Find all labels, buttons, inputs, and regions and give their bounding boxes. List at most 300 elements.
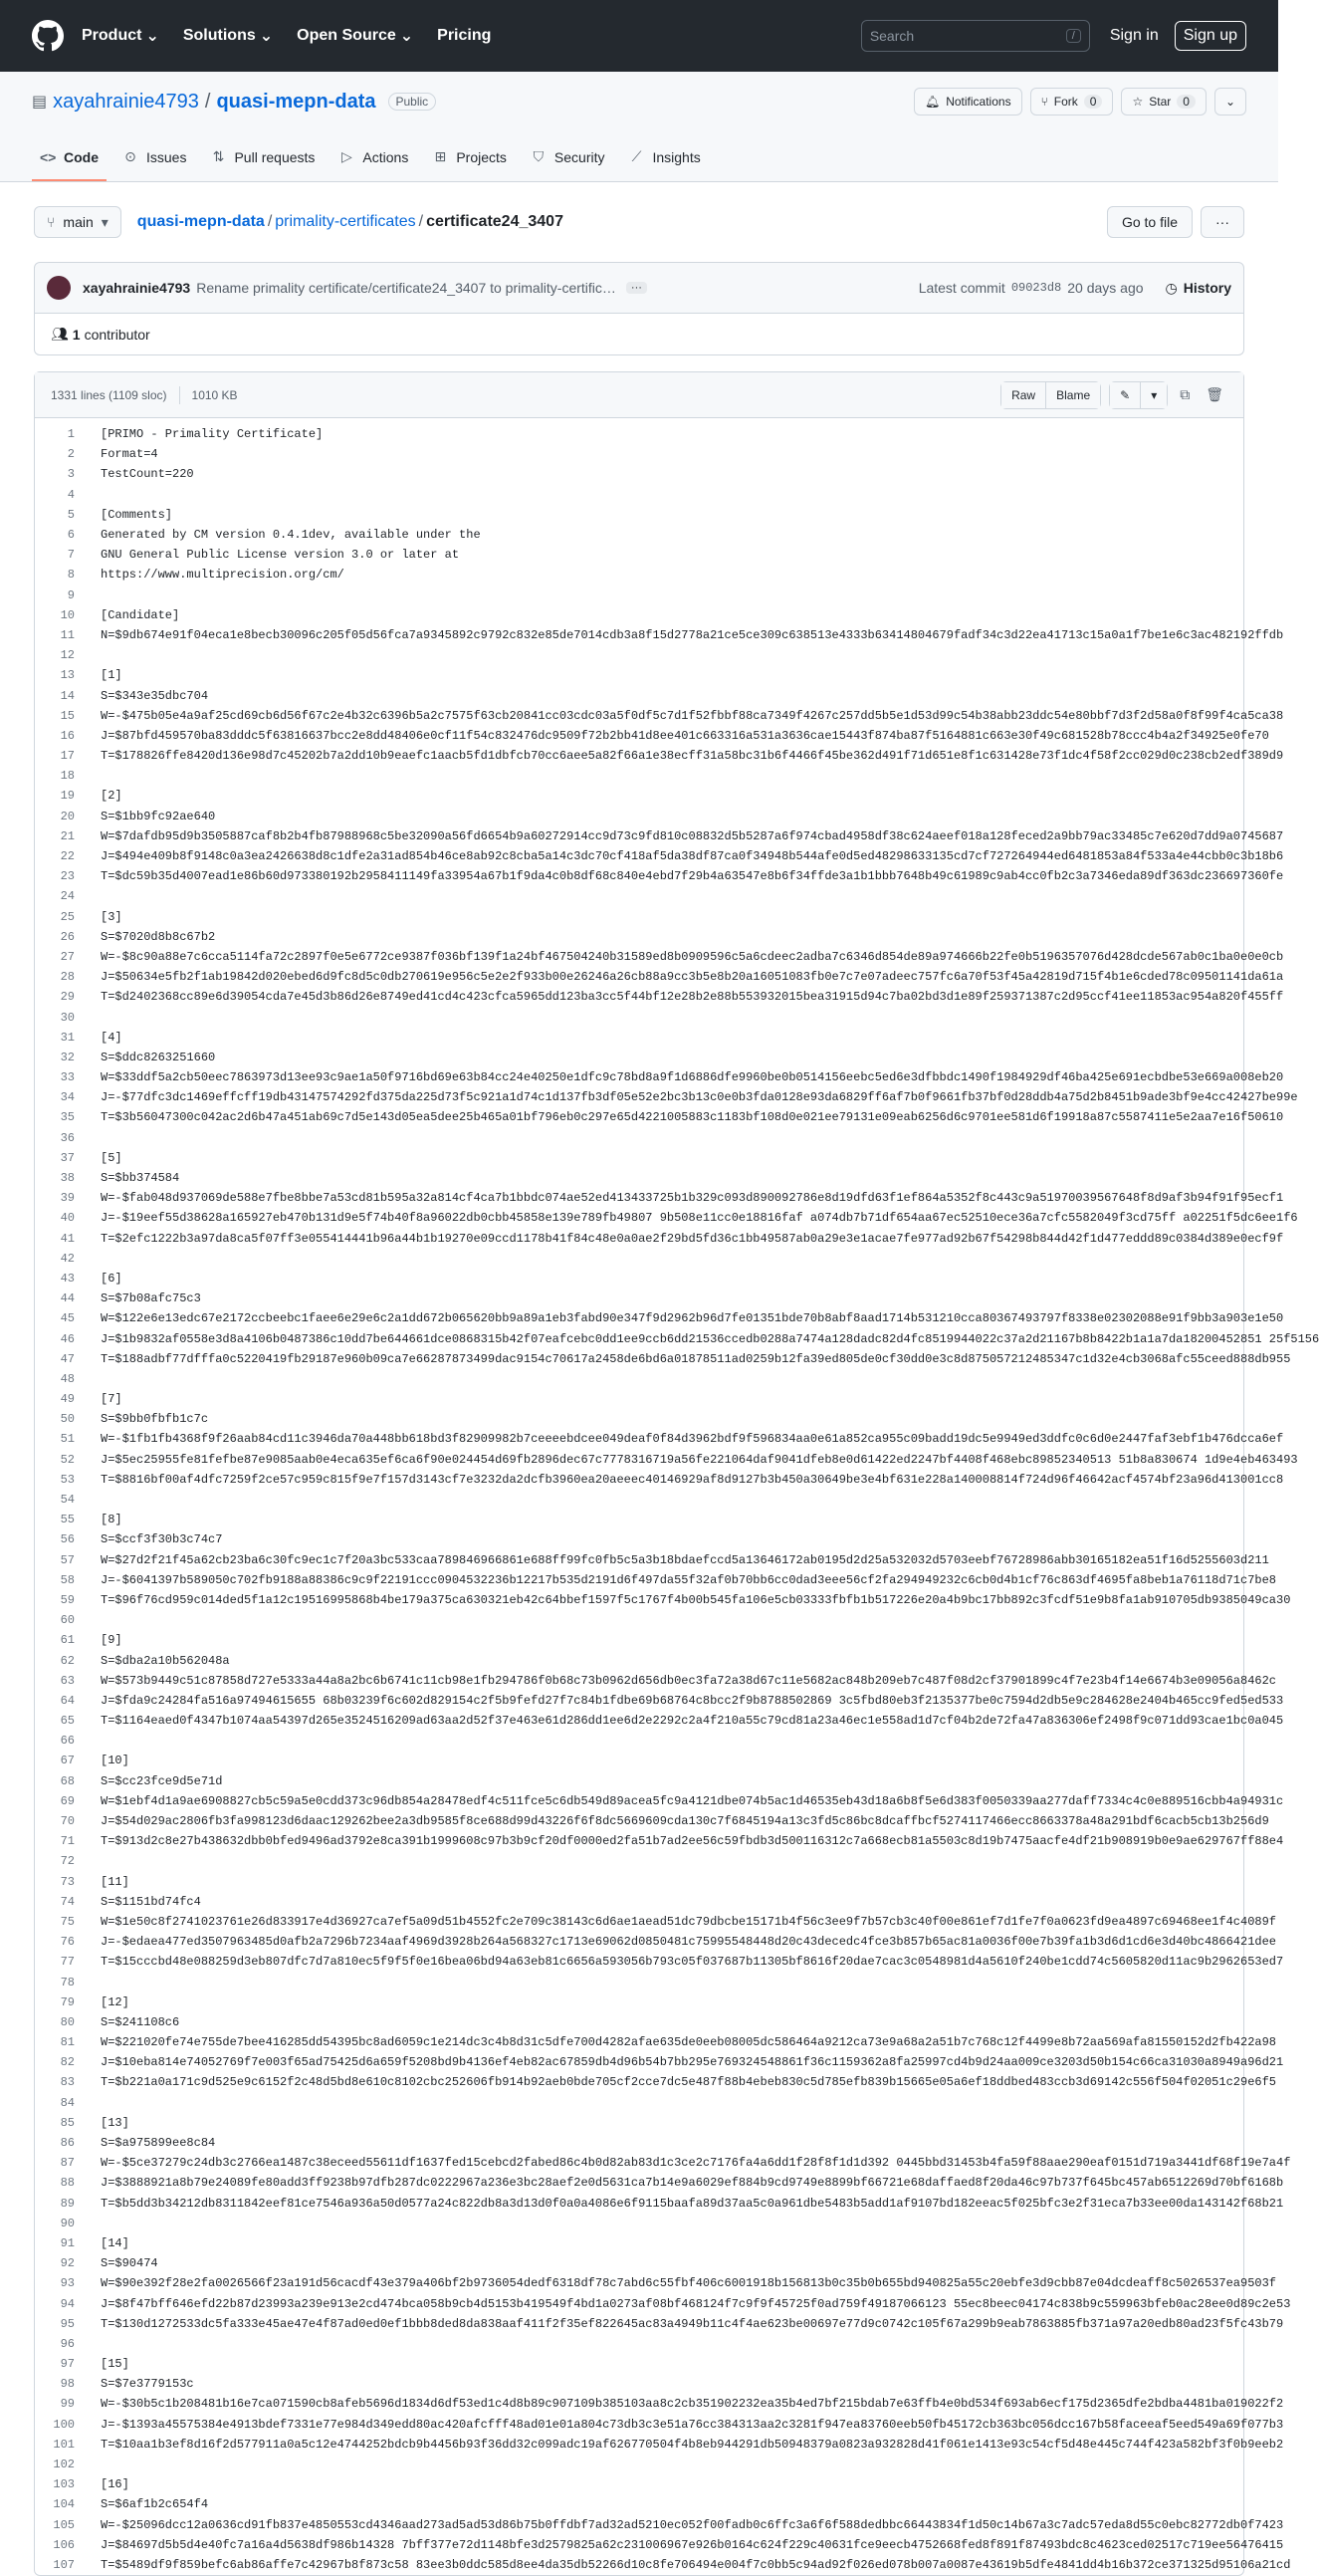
code-line (35, 1128, 1243, 1148)
line-text: T=$8816bf00af4dfc7259f2ce57c959c815f9e7f157d3143cf7e3232da2dcfb3960ea20aeeec40146929af8d9127b3b450a30649be3e4bf631e228a140008814f724d96f46642acf4574bf23a96d413001cc8 (101, 1472, 1284, 1487)
code-line (35, 685, 1243, 705)
line-number[interactable]: 27 (60, 949, 75, 964)
line-text: J=-$1393a45575384e4913bdef7331e77e984d349edd80ac420afcfff48ad01e01a804c73db3c3e51a76cc384313aa2c3281f947ea83760eeb50fb45172cb363bc056dcc167b58faceeaf5eed549a69f077b3 (101, 2417, 1284, 2432)
code-line (35, 1067, 1284, 1087)
code-line (35, 1650, 1243, 1670)
code-line (35, 766, 1243, 786)
global-nav (82, 26, 861, 46)
issue-icon: ⊙ (124, 148, 136, 164)
tab-actions[interactable]: ▷ Actions (330, 148, 416, 181)
code-line (35, 2012, 1243, 2032)
chevron-down-icon: ⌄ (399, 28, 414, 45)
line-text: J=$494e409b8f9148c0a3ea2426638d8c1dfe2a31ad854b46ce8ab92c8cba5a14c3dc70cf418af5da38df87ca0f34948b544afe0d5ed48298633135cd7cf727264944ed6481853a84f533a4e44cbb0c3b18b6 (101, 849, 1284, 864)
tab-pull-requests[interactable]: ⇅ Pull requests (202, 148, 323, 181)
code-line (35, 1952, 1284, 1972)
line-text: [1] (101, 668, 122, 683)
line-text: T=$96f76cd959c014ded5f1a12c19516995868b4be179a375ca630321eb42c64bbef1597f5c1767f4b00b545fa106e5cb03333fbfb1b517226e20a4b9bc17bb892c3fcdf51e9b8fa1ab910705db9385049ca30 (101, 1592, 1291, 1607)
line-number[interactable]: 55 (60, 1513, 75, 1527)
code-line (35, 2153, 1291, 2173)
line-text: [9] (101, 1633, 122, 1648)
line-number[interactable]: 59 (60, 1592, 75, 1607)
nav-pricing[interactable]: Pricing (437, 27, 492, 44)
line-number[interactable]: 37 (60, 1150, 75, 1165)
line-number[interactable]: 6 (67, 528, 75, 543)
line-number[interactable]: 94 (60, 2296, 75, 2311)
line-text: S=$bb374584 (101, 1171, 180, 1186)
line-text: S=$241108c6 (101, 2014, 180, 2029)
line-number[interactable]: 52 (60, 1452, 75, 1467)
tab-projects[interactable]: ⊞ Projects (424, 148, 515, 181)
line-text: W=$122e6e13edc67e2172ccbeebc1faee6e29e6c2a1dd672b065620bb9a89a1eb3fabd90e347f9d2962b96d7fe01351bde70b8abf8aad1714b531210cca80367493797f8338e02302088e91f9bb3a903e1e50 (101, 1311, 1284, 1326)
line-number[interactable]: 28 (60, 970, 75, 985)
line-number[interactable]: 36 (60, 1130, 75, 1145)
code-line (35, 2394, 1284, 2414)
line-text: W=-$25096dcc12a0636cd91fb837e4850553cd4346aad273ad5ad53d86b75b0ffdbf7ad32ad5210ec052f00fadb0c6ffc3a6f6f588dedbbc66443834f1d50c14b67a3c7adc57eda8d55c0ebc82772db0f7423 (101, 2517, 1284, 2532)
line-text: J=$87bfd459570ba83dddc5f63816637bcc2e8dd48406e0cf11f54c832476dc9509f72b2bb41d8ee401c663316a531a3636cae15443f874ba87f5164881c663e30f49c681528b78ccc4b4a2f34925e0fe70 (101, 728, 1269, 743)
code-line (35, 1048, 1243, 1067)
history-icon: ◷ (1165, 279, 1178, 296)
line-text: T=$b5dd3b34212db8311842eef81ce7546a936a50d0577a24c822db8a3d13d0f0a0a4086e6f9115baafa89d37aa5c0a961dbe5483b5add1af9107bd182eeac5f025bfc3e2f31eca7b33ee00da143142f68b21 (101, 2196, 1284, 2211)
line-number[interactable]: 23 (60, 869, 75, 884)
line-text: T=$b221a0a171c9d525e9c6152f2c48d5bd8e610c8102cbc252606fb914b92aeb0bde705cf2cce7dc5e487f88b4ebeb830c5d785efb839b15665e05a6ef18ddbed483ccb3d69142c556f504f02051c29e6f5 (101, 2075, 1276, 2090)
line-text: T=$10aa1b3ef8d16f2d577911a0a5c12e4744252bdcb9b4456b93f36dd32c099adc19af626770504f4b8eb944291db50948379a0823a932828d41f061e1413e93c54cf5d48e445c744f423a582bf3f0b9eeb2 (101, 2437, 1284, 2452)
line-number[interactable]: 18 (60, 769, 75, 784)
code-line (35, 2113, 1243, 2133)
line-number[interactable]: 73 (60, 1874, 75, 1889)
star-dropdown-button[interactable] (1214, 88, 1246, 116)
line-number[interactable]: 98 (60, 2377, 75, 2392)
line-text: J=$10eba814e74052769f7e003f65ad75425d6a659f5208bd9b4136ef4eb82ac67859db4d96b54b7bb295e769324548861f36c1159362a8fa25997cd4b9d24aa009ce3203d50b154c66ca31030a8949a96d21 (101, 2055, 1284, 2070)
line-text: J=-$edaea477ed3507963485d0afb2a7296b7234aaf4969d3928b264a568327c1713e69062d0850481c75995548448d20c43decedc4fce3b857b65ac81a0036f00e7b39fa1b3d6d1cd6e3d40bc4866421dee (101, 1935, 1276, 1950)
line-text: W=$7dafdb95d9b3505887caf8b2b4fb87988968c5be32090a56fd6654b9a60272914cc9d73c9fd810c08832d5b5287a6f974cbad4958df38c624aeef018a128feced2a9bb79ac33485c7e620d7dd9a0745687 (101, 828, 1284, 843)
line-number[interactable]: 103 (53, 2477, 75, 2492)
code-line (35, 645, 1243, 665)
tab-code[interactable]: <> Code (32, 149, 107, 181)
line-count: 1331 lines (1109 sloc) (51, 387, 167, 402)
line-text: W=-$30b5c1b208481b16e7ca071590cb8afeb5696d1834d6df53ed1c4d8b89c907109b385103aa8c2cb351902232ea35b4ed7bf215bdab7e63ffb4e0bd534f693ab6ecf175d2365dfe2bdba4481ba019022f2 (101, 2397, 1284, 2412)
line-number[interactable]: 90 (60, 2216, 75, 2230)
nav-open-source[interactable]: Open Source ⌄ (297, 27, 414, 45)
line-text: T=$5489df9f859befc6ab86affe7c42967b8f873c58 83ee3b0ddc585d8ee4da35db52266d10c8fe706494e004f7c0bb5c94ad92f026ed078b007a0087e43619b5dfe4841dd4b16b372ce371325d95106a21cd (101, 2557, 1291, 2572)
code-line (35, 1389, 1243, 1409)
line-number[interactable]: 85 (60, 2115, 75, 2130)
code-line (35, 1529, 1243, 1549)
line-number[interactable]: 82 (60, 2055, 75, 2070)
line-number[interactable]: 12 (60, 648, 75, 663)
code-line (35, 2494, 1243, 2514)
line-number[interactable]: 78 (60, 1975, 75, 1990)
code-line (35, 2474, 1243, 2494)
line-number[interactable]: 16 (60, 728, 75, 743)
line-number[interactable]: 66 (60, 1734, 75, 1749)
code-line (35, 605, 1243, 625)
code-line (35, 1751, 1243, 1770)
line-number[interactable]: 96 (60, 2336, 75, 2351)
code-line (35, 2374, 1243, 2394)
line-number[interactable]: 8 (67, 568, 75, 583)
code-line (35, 726, 1269, 746)
line-text: W=$1ebf4d1a9ae6908827cb5c59a5e0cdd373c96db854a28478edf4c511fce5c6db549d89acea5fc9a4121dbe074b5ac1d46535eb43d18a6b8f5e6d383f0050339aa277daff7334c4c0e889516cbb4a94931c (101, 1793, 1284, 1808)
notifications-button[interactable]: 🔔︎ Notifications (914, 88, 1022, 116)
line-number[interactable]: 22 (60, 849, 75, 864)
line-number[interactable]: 51 (60, 1432, 75, 1447)
line-text: S=$ccf3f30b3c74c7 (101, 1532, 223, 1547)
go-to-file-button[interactable]: Go to file (1107, 206, 1193, 238)
line-number[interactable]: 83 (60, 2075, 75, 2090)
line-number[interactable]: 32 (60, 1050, 75, 1064)
line-text: W=$90e392f28e2fa0026566f23a191d56cacdf43e379a406bf2b9736054dedf6318df78c7abd6c55fbf406c6001918b156813b0c35b0b655bd940825a55c20ebfe3d9cbb87e04dcdeaff8c5026537ea9503f (101, 2276, 1276, 2291)
line-number[interactable]: 74 (60, 1894, 75, 1909)
blame-button[interactable]: Blame (1045, 382, 1100, 408)
line-number[interactable]: 30 (60, 1010, 75, 1025)
breadcrumb-repo-link[interactable]: quasi-mepn-data (136, 213, 265, 230)
line-number[interactable]: 35 (60, 1110, 75, 1125)
code-line (35, 2072, 1276, 2092)
breadcrumb-folder-link[interactable]: primality-certificates (275, 213, 416, 230)
line-text: Format=4 (101, 447, 158, 462)
code-line (35, 746, 1284, 766)
line-number[interactable]: 95 (60, 2316, 75, 2331)
history-button[interactable]: ◷ History (1165, 279, 1231, 296)
code-line (35, 1811, 1269, 1831)
repo-name-link[interactable]: quasi-mepn-data (216, 90, 376, 113)
line-text: T=$913d2c8e27b438632dbb0bfed9496ad3792e8ca391b1999608c97b3b9cf20df0000ed2fa51b7ad2ee56c59fbdb3d500116312c7a668ecb81a5503c8d19b7475aacfe4df21b908919b0e9ae629767ff88e4 (101, 1834, 1284, 1849)
line-number[interactable]: 43 (60, 1271, 75, 1286)
code-line (35, 866, 1284, 886)
code-line (35, 1107, 1284, 1127)
line-number[interactable]: 21 (60, 828, 75, 843)
nav-product[interactable]: Product ⌄ (82, 27, 159, 45)
code-line (35, 1409, 1243, 1429)
code-line (35, 505, 1243, 525)
commit-message-link[interactable]: Rename primality certificate/certificate24_3407 to primality-certific… (196, 280, 616, 296)
code-line (35, 1791, 1284, 1811)
line-number[interactable]: 10 (60, 607, 75, 622)
line-number[interactable]: 15 (60, 708, 75, 723)
github-logo-icon[interactable] (32, 20, 64, 52)
line-number[interactable]: 38 (60, 1171, 75, 1186)
line-number[interactable]: 41 (60, 1231, 75, 1246)
code-line (35, 444, 1243, 464)
line-number[interactable]: 57 (60, 1552, 75, 1567)
line-number[interactable]: 61 (60, 1633, 75, 1648)
kebab-icon: ··· (1215, 214, 1229, 230)
repo-owner-link[interactable]: xayahrainie4793 (53, 90, 199, 113)
line-text: [5] (101, 1150, 122, 1165)
latest-commit-bar (34, 262, 1244, 314)
file-viewer (34, 371, 1319, 2576)
line-text: J=$5ec25955fe81fefbe87e9085aab0e4eca635ef6ca6f90e024454d69fb2896dec67c7778316719a56fe221064daf9041dfeb8e0d61422ed2247bf4408f468ebc89852340513 51b8a830674 1d9e4eb463493 (101, 1452, 1298, 1467)
edit-icon[interactable]: ✎ (1110, 382, 1140, 408)
line-number[interactable]: 104 (53, 2497, 75, 2512)
line-text: [Comments] (101, 507, 173, 522)
star-button[interactable]: ☆ Star 0 (1121, 88, 1206, 116)
line-number[interactable]: 44 (60, 1291, 75, 1306)
line-number[interactable]: 70 (60, 1814, 75, 1829)
contributor-count[interactable]: 1 (72, 326, 81, 343)
line-number[interactable]: 101 (53, 2437, 75, 2452)
line-text: [15] (101, 2357, 129, 2372)
line-number[interactable]: 40 (60, 1211, 75, 1226)
line-number[interactable]: 60 (60, 1613, 75, 1628)
code-line (35, 1892, 1243, 1912)
line-text: [3] (101, 909, 122, 924)
line-number[interactable]: 3 (67, 467, 75, 482)
line-number[interactable]: 31 (60, 1030, 75, 1045)
code-line (35, 1610, 1243, 1630)
tab-security[interactable]: ⛉ Security (523, 148, 613, 181)
line-number[interactable]: 89 (60, 2196, 75, 2211)
line-number[interactable]: 102 (53, 2458, 75, 2472)
line-number[interactable]: 25 (60, 909, 75, 924)
line-number[interactable]: 100 (53, 2417, 75, 2432)
tab-issues[interactable]: ⊙ Issues (114, 148, 194, 181)
search-input[interactable]: Search / (861, 20, 1090, 52)
code-line (35, 886, 1243, 906)
fork-icon: ⑂ (1040, 95, 1048, 109)
code-line (35, 826, 1284, 846)
code-line (35, 1349, 1291, 1369)
code-line (35, 2093, 1243, 2113)
code-line (35, 2535, 1284, 2555)
contributor-label[interactable]: contributor (84, 326, 150, 343)
line-text: T=$1164eaed0f4347b1074aa54397d265e3524516209ad63aa2d52f37e463e61d286dd1ee6d2e2292c2a4f210a55c79cd81a23a46ec1e558ad1d7cf04b2de72fa47a836306ef2498f9c071dd93cae1bc0a045 (101, 1714, 1284, 1729)
line-number[interactable]: 33 (60, 1070, 75, 1085)
bell-icon: 🔔︎ (924, 95, 941, 109)
commit-author-link[interactable]: xayahrainie4793 (83, 280, 191, 296)
code-line (35, 846, 1284, 866)
line-text: [11] (101, 1874, 129, 1889)
line-text: W=-$475b05e4a9af25cd69cb6d56f67c2e4b32c6396b5a2c7575f63cb20841cc03cdc03a5f0df5c7d1f52fbbf88ca7349f4267c257dd5b5e1d53d99c54b38abb23ddc54e80bbf7d3f2d58a0f8f99f4ca5ca38 (101, 708, 1284, 723)
code-line (35, 1992, 1243, 2012)
code-line (35, 2515, 1284, 2535)
line-number[interactable]: 86 (60, 2136, 75, 2151)
line-text: T=$178826ffe8420d136e98d7c45202b7a2dd10b9eaefc1aacb5fd1dbfcb70cc6aee5a82f66a1e38ecff31a58bc31b6f4466f45be362d491f71d651e8f1c631428e73f1dc4f58f2cc029d0c238cb2edf389d9 (101, 749, 1284, 764)
line-number[interactable]: 79 (60, 1994, 75, 2009)
code-line (35, 485, 1243, 505)
line-text: S=$9bb0fbfb1c7c (101, 1412, 209, 1427)
line-text: T=$130d1272533dc5fa333e45ae47e4f87ad0ed0ef1bbb8ded8da838aaf411f2f35ef822645ac83a4949b11c4f4ae623be00697e77d9c0742c105f67a299b9eab7863885fb371a97a20edb80ad23f5fc43b79 (101, 2316, 1284, 2331)
line-number[interactable]: 42 (60, 1251, 75, 1266)
sign-in-link[interactable]: Sign in (1109, 27, 1159, 44)
line-number[interactable]: 68 (60, 1773, 75, 1788)
chevron-down-icon[interactable]: ▾ (1140, 382, 1167, 408)
line-number[interactable]: 62 (60, 1653, 75, 1668)
code-line (35, 2233, 1243, 2253)
more-options-button[interactable] (1201, 206, 1244, 238)
raw-blame-group (1000, 381, 1101, 409)
line-number[interactable]: 13 (60, 668, 75, 683)
code-line (35, 1831, 1284, 1851)
code-line (35, 1851, 1243, 1871)
line-number[interactable]: 54 (60, 1493, 75, 1508)
code-line (35, 907, 1243, 927)
code-line (35, 2032, 1276, 2052)
line-number[interactable]: 91 (60, 2235, 75, 2250)
line-number[interactable]: 14 (60, 688, 75, 703)
line-number[interactable]: 1 (67, 427, 75, 442)
line-text: S=$343e35dbc704 (101, 688, 209, 703)
line-text: S=$6af1b2c654f4 (101, 2497, 209, 2512)
line-number[interactable]: 49 (60, 1392, 75, 1407)
line-number[interactable]: 7 (67, 548, 75, 563)
line-number[interactable]: 56 (60, 1532, 75, 1547)
repo-icon: ▤ (32, 94, 48, 111)
line-number[interactable]: 9 (67, 587, 75, 602)
line-number[interactable]: 77 (60, 1955, 75, 1970)
line-text: S=$7e3779153c (101, 2377, 194, 2392)
line-number[interactable]: 87 (60, 2156, 75, 2171)
line-text: [10] (101, 1754, 129, 1768)
line-number[interactable]: 99 (60, 2397, 75, 2412)
tab-insights[interactable]: ⟋ Insights (620, 148, 708, 181)
line-text: [4] (101, 1030, 122, 1045)
line-text: Generated by CM version 0.4.1dev, available under the (101, 528, 481, 543)
edit-group (1109, 381, 1168, 409)
code-line (35, 625, 1284, 645)
line-number[interactable]: 29 (60, 990, 75, 1005)
branch-selector[interactable]: ⑂ main ▾ (34, 206, 121, 238)
line-number[interactable]: 19 (60, 789, 75, 804)
code-line (35, 2052, 1284, 2072)
line-number[interactable]: 84 (60, 2095, 75, 2110)
line-text: GNU General Public License version 3.0 or later at (101, 548, 460, 563)
line-text: S=$ddc8263251660 (101, 1050, 216, 1064)
line-text: W=-$8c90a88e7c6cca5114fa72c2897f0e5e6772ce9387f036bf139f1a24bf467504240b31589ed8b0909596c5a6cdeec2adba7c6346d854de89a974666b22fe0b5196357076d428dcde567ab0c1ba0e0e0cb (101, 949, 1284, 964)
line-number[interactable]: 50 (60, 1412, 75, 1427)
chevron-down-icon: ⌄ (259, 28, 274, 45)
pr-icon: ⇅ (212, 148, 225, 164)
line-number[interactable]: 64 (60, 1693, 75, 1708)
line-text: TestCount=220 (101, 467, 194, 482)
code-line (35, 987, 1284, 1007)
line-number[interactable]: 53 (60, 1472, 75, 1487)
code-line (35, 2293, 1291, 2313)
copy-icon[interactable]: ⧉ (1180, 386, 1191, 402)
raw-button[interactable]: Raw (1001, 382, 1045, 408)
line-number[interactable]: 72 (60, 1854, 75, 1869)
commit-sha-link[interactable]: 09023d8 (1010, 281, 1062, 295)
line-number[interactable]: 67 (60, 1754, 75, 1768)
code-line (35, 1490, 1243, 1510)
code-line (35, 2354, 1243, 2374)
nav-solutions[interactable]: Solutions ⌄ (182, 27, 274, 45)
expand-commit-button[interactable]: ··· (626, 282, 647, 294)
line-number[interactable]: 2 (67, 447, 75, 462)
code-line (35, 424, 1243, 444)
line-text: [Candidate] (101, 607, 180, 622)
people-icon: 👥︎ (51, 326, 69, 342)
sign-up-button[interactable]: Sign up (1175, 21, 1246, 51)
line-number[interactable]: 71 (60, 1834, 75, 1849)
code-line (35, 2435, 1284, 2455)
line-number[interactable]: 46 (60, 1331, 75, 1346)
line-number[interactable]: 105 (53, 2517, 75, 2532)
line-number[interactable]: 80 (60, 2014, 75, 2029)
line-text: [8] (101, 1513, 122, 1527)
line-number[interactable]: 11 (60, 627, 75, 642)
line-number[interactable]: 45 (60, 1311, 75, 1326)
code-line (35, 2273, 1276, 2293)
code-line (35, 967, 1284, 987)
code-line (35, 1912, 1276, 1932)
line-number[interactable]: 39 (60, 1191, 75, 1206)
shield-icon: ⛉ (533, 148, 545, 164)
line-number[interactable]: 5 (67, 507, 75, 522)
line-number[interactable]: 88 (60, 2176, 75, 2191)
code-line (35, 1369, 1243, 1389)
code-line (35, 1450, 1298, 1470)
code-line (35, 2555, 1291, 2575)
line-number[interactable]: 69 (60, 1793, 75, 1808)
line-number[interactable]: 20 (60, 809, 75, 823)
line-text: W=$573b9449c51c87858d727e5333a44a8a2bc6b6741c11cb98e1fb294786f0b68c73b0962d656db0ec3fa72a38d67c11e5682ac848b209eb7c487f08d2cf37901899c4f7e23b4f14e6674b3e09056a8462c (101, 1673, 1276, 1688)
star-icon: ☆ (1132, 95, 1144, 109)
line-text: J=$84697d5b5d4e40fc7a16a4d5638df986b14328 7bff377e72d1148bfe3d2579825a62c231006967e926b0164c624f229c40631fce9eecb4752668fed8f891f87493bdc8c4623ced02517c719ee56476415 (101, 2537, 1284, 2552)
line-number[interactable]: 24 (60, 889, 75, 904)
line-text: J=$fda9c24284fa516a97494615655 68b03239f6c602d829154c2f5b9fefd27f7c84b1fdbe69b68764c8bcc2f9b8788502869 3c5fbd80eb3f2135377be0c7594d2db5e9c284628e2404b465cc9fed5ed533 (101, 1693, 1284, 1708)
line-number[interactable]: 4 (67, 487, 75, 502)
line-text: J=-$6041397b589050c702fb9188a88386c9c9f22191ccc0904532236b12217b535d2191d6f497da55f32af0b70bb6cc0dad3eee56cf2fa294949232c6cb0d4b1cf76c863df4695fa8beb1a76118d71c7be8 (101, 1572, 1276, 1587)
code-line (35, 1007, 1243, 1027)
line-text: [12] (101, 1994, 129, 2009)
code-line (35, 1550, 1269, 1570)
line-number[interactable]: 65 (60, 1714, 75, 1729)
line-text: T=$dc59b35d4007ead1e86b60d973380192b2958411149fa33954a67b1f9da4c0b8df68c840e4ebd7f29b4a63547e8b6f34ffde3a1b1bbb7648b49c61989c9ab4cc0fb2c3a7346eda89df363dc236697360fe (101, 869, 1284, 884)
line-number[interactable]: 47 (60, 1351, 75, 1366)
code-line (35, 1148, 1243, 1168)
code-line (35, 1711, 1284, 1731)
line-number[interactable]: 75 (60, 1914, 75, 1929)
line-number[interactable]: 92 (60, 2256, 75, 2271)
line-text: N=$9db674e91f04eca1e8becb30096c205f05d56fca7a9345892c9792c832e85de7014cdb3a8f15d2778a21ce5ce309c638513e4333b63414804679fadf34c3d22ea41713c15a0a1f7be1e6c3ac482192ffdb (101, 627, 1284, 642)
code-line (35, 1570, 1276, 1590)
code-line (35, 947, 1284, 967)
line-number[interactable]: 107 (53, 2557, 75, 2572)
code-line (35, 2253, 1243, 2273)
code-line (35, 1087, 1298, 1107)
line-number[interactable]: 76 (60, 1935, 75, 1950)
fork-button[interactable]: ⑂ Fork 0 (1030, 88, 1114, 116)
file-header (35, 372, 1243, 418)
code-line (35, 1328, 1319, 1348)
line-number[interactable]: 93 (60, 2276, 75, 2291)
code-line (35, 1208, 1298, 1228)
line-number[interactable]: 81 (60, 2035, 75, 2050)
code-line (35, 2314, 1284, 2334)
code-view (35, 418, 1319, 2575)
line-number[interactable]: 58 (60, 1572, 75, 1587)
line-number[interactable]: 97 (60, 2357, 75, 2372)
line-number[interactable]: 106 (53, 2537, 75, 2552)
line-number[interactable]: 48 (60, 1371, 75, 1386)
code-line (35, 706, 1284, 726)
line-text: W=$33ddf5a2cb50eec7863973d13ee93c9ae1a50f9716bd69e63b84cc24e40250e1dfc9c78bd8a9f1d6886dfe9960be0b0514156eebc5ed6e3dfbbdc1490f1984929df46ba425e691ecbdbe53e669a008eb20 (101, 1070, 1284, 1085)
line-number[interactable]: 63 (60, 1673, 75, 1688)
code-line (35, 464, 1243, 484)
line-text: J=$3888921a8b79e24089fe80add3ff9238b97dfb287dc0222967a236e3bc28aef2e0d5631ca7b14e9a6029ef884b9cd9749e8899bf66721e68daffaed8f20da46c97b737f645bc457ab6512269d70bf6168b (101, 2176, 1284, 2191)
line-text: S=$dba2a10b562048a (101, 1653, 230, 1668)
code-line (35, 1308, 1284, 1328)
line-number[interactable]: 34 (60, 1090, 75, 1105)
trash-icon[interactable]: 🗑︎ (1206, 386, 1223, 402)
line-number[interactable]: 26 (60, 929, 75, 944)
commit-age: 20 days ago (1067, 280, 1144, 296)
avatar[interactable] (47, 276, 71, 300)
line-number[interactable]: 17 (60, 749, 75, 764)
line-text: T=$2efc1222b3a97da8ca5f07ff3e055414441b96a44b1b19270e09ccd1178b41f84c48e0a0ae2f29bd5fd36c1bb49587ab0a29e3e1acae7fe977ad92b67f54298b844d42f1d477eddd89c0384d389e0ecf9f (101, 1231, 1284, 1246)
code-line (35, 1229, 1284, 1249)
